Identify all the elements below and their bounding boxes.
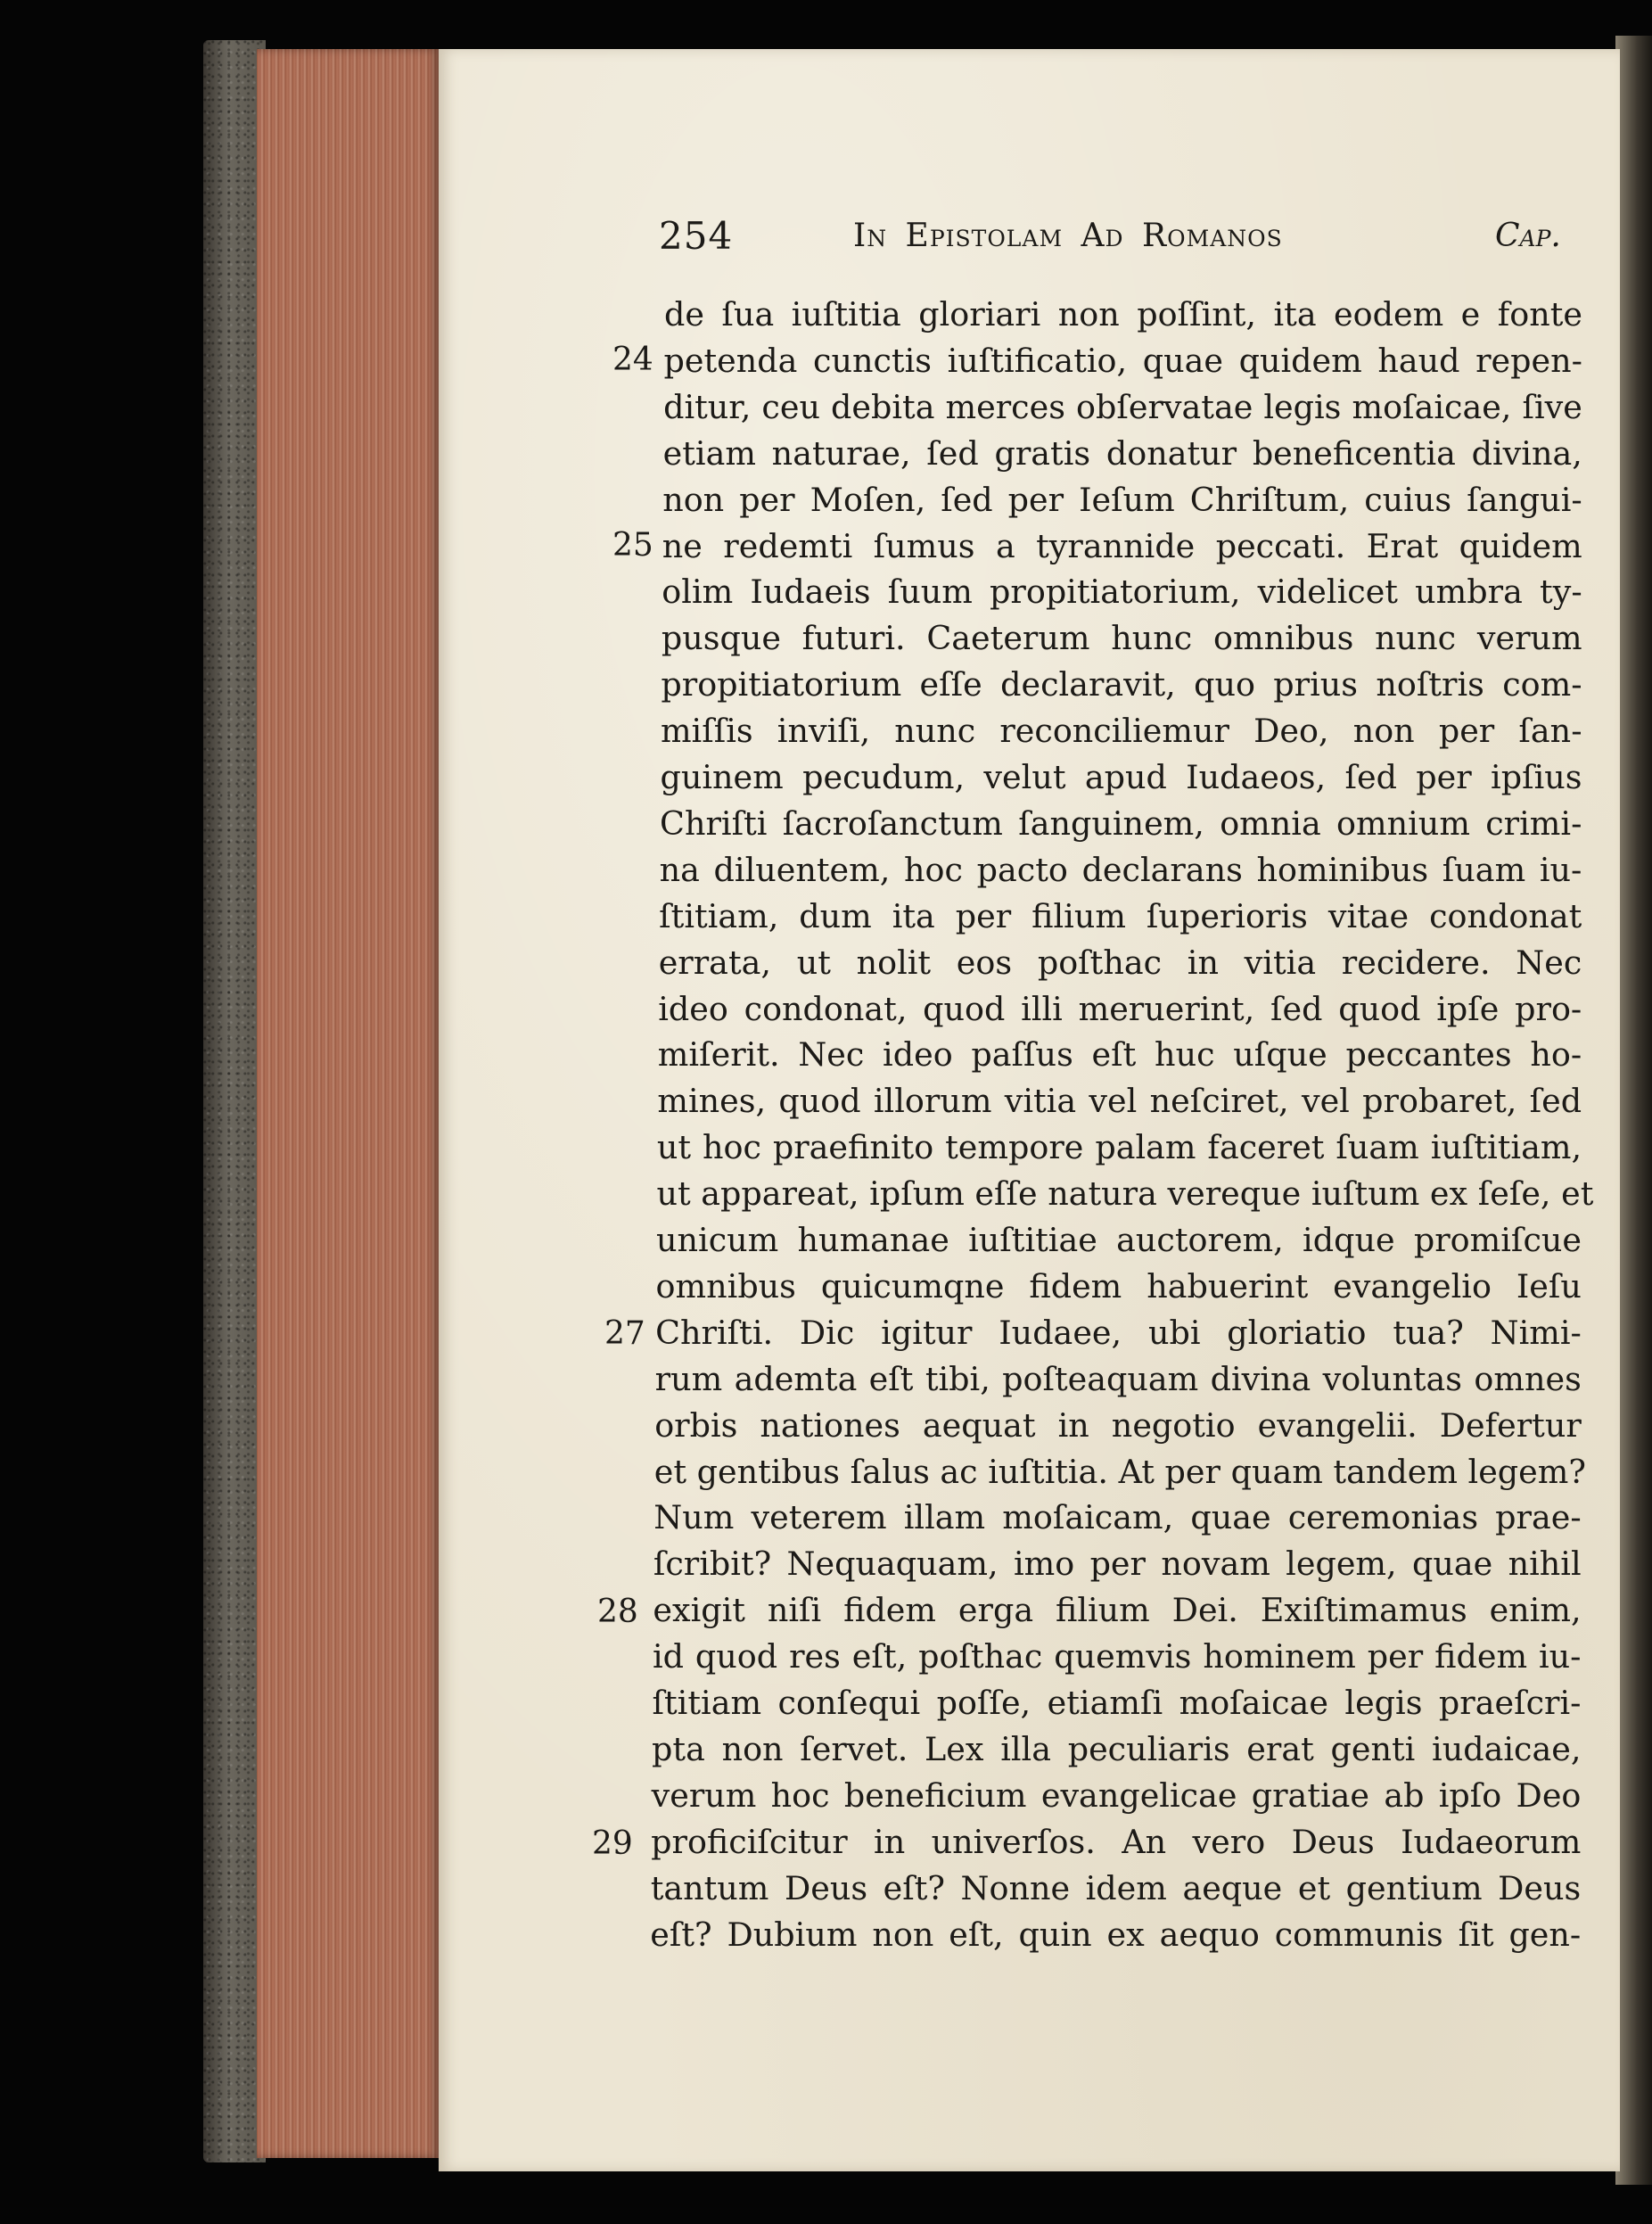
running-head	[439, 214, 1620, 268]
text-line: verum hoc beneficium evangelicae gratiae ab ipſo Deo	[651, 1775, 1582, 1815]
running-title: In Epistolam Ad Romanos	[853, 218, 1283, 254]
gutter-shadow	[1615, 36, 1652, 2185]
text-line: ſtitiam conſequi poſſe, etiamſi moſaicae legis praeſcri-	[652, 1684, 1582, 1722]
text-line: rum ademta eſt tibi, poſteaquam divina voluntas omnes	[654, 1359, 1582, 1398]
text-line: ut appareat, ipſum eſſe natura vereque iuſtum ex ſeſe, et	[656, 1174, 1594, 1214]
page-block-edges	[257, 49, 440, 2158]
text-line: petenda cunctis iuſtificatio, quae quidem haud repen-	[663, 341, 1582, 380]
text-line: miſerit. Nec ideo paſſus eſt huc uſque peccantes ho-	[657, 1035, 1582, 1075]
text-line: Num veterem illam moſaicam, quae ceremonias prae-	[653, 1498, 1582, 1537]
text-line: miſſis inviſi, nunc reconciliemur Deo, non per ſan-	[660, 712, 1582, 751]
verse-number: 27	[604, 1315, 645, 1352]
text-line: propitiatorium eſſe declaravit, quo prius noſtris com-	[661, 665, 1582, 704]
text-line: ut hoc praefinito tempore palam faceret ſuam iuſtitiam,	[656, 1128, 1582, 1167]
text-line: pusque futuri. Caeterum hunc omnibus nunc verum	[661, 619, 1582, 658]
text-line: errata, ut nolit eos poſthac in vitia recidere. Nec	[658, 943, 1582, 982]
verse-number: 24	[612, 342, 653, 378]
text-line: na diluentem, hoc pacto declarans hominibus ſuam iu-	[659, 850, 1582, 889]
chapter-abbrev: Cap.	[1495, 218, 1561, 254]
text-line: Chriſti. Dic igitur Iudaee, ubi gloriatio tua? Nimi-	[655, 1313, 1582, 1352]
verse-number: 28	[597, 1594, 638, 1630]
text-line: tantum Deus eſt? Nonne idem aeque et gentium Deus	[650, 1868, 1582, 1907]
text-line: ſtitiam, dum ita per filium ſuperioris vitae condonat	[659, 896, 1582, 935]
text-line: omnibus quicumqne fidem habuerint evangelio Ieſu	[655, 1266, 1582, 1306]
verse-number: 25	[612, 527, 653, 564]
text-line: unicum humanae iuſtitiae auctorem, idque promiſcue	[656, 1221, 1582, 1259]
text-line: Chriſti ſacroſanctum ſanguinem, omnia omnium crimi-	[660, 803, 1582, 843]
text-line: exigit niſi fidem erga filium Dei. Exiſtimamus enim,	[653, 1591, 1582, 1630]
verse-number: 29	[592, 1825, 633, 1862]
text-line: ditur, ceu debita merces obſervatae legis moſaicae, ſive	[663, 387, 1582, 426]
text-line: mines, quod illorum vitia vel neſciret, vel probaret, ſed	[657, 1082, 1582, 1121]
text-line: guinem pecudum, velut apud Iudaeos, ſed per ipſius	[660, 758, 1582, 796]
text-line: proficiſcitur in univerſos. An vero Deus Iudaeorum	[651, 1822, 1582, 1861]
text-line: ſcribit? Nequaquam, imo per novam legem, quae nihil	[653, 1544, 1582, 1584]
text-line: ne redemti ſumus a tyrannide peccati. Erat quidem	[662, 526, 1582, 565]
text-line: orbis nationes aequat in negotio evangelii. Defertur	[654, 1405, 1582, 1445]
text-line: et gentibus ſalus ac iuſtitia. At per quam tandem legem?	[653, 1452, 1586, 1491]
text-line: pta non ſervet. Lex illa peculiaris erat genti iudaicae,	[652, 1729, 1582, 1768]
text-line: ideo condonat, quod illi meruerint, ſed quod ipſe pro-	[658, 989, 1582, 1028]
text-line: olim Iudaeis ſuum propitiatorium, videlicet umbra ty-	[662, 572, 1582, 612]
text-line: de ſua iuſtitia gloriari non poſſint, ita eodem e fonte	[664, 295, 1582, 334]
text-line: eſt? Dubium non eſt, quin ex aequo communis ſit gen-	[650, 1915, 1582, 1954]
text-line: non per Moſen, ſed per Ieſum Chriſtum, cuius ſangui-	[662, 480, 1582, 519]
page-number: 254	[659, 214, 734, 258]
text-line: etiam naturae, ſed gratis donatur beneficentia divina,	[662, 433, 1582, 473]
book-page	[439, 49, 1620, 2171]
text-line: id quod res eſt, poſthac quemvis hominem per fidem iu-	[652, 1637, 1582, 1676]
